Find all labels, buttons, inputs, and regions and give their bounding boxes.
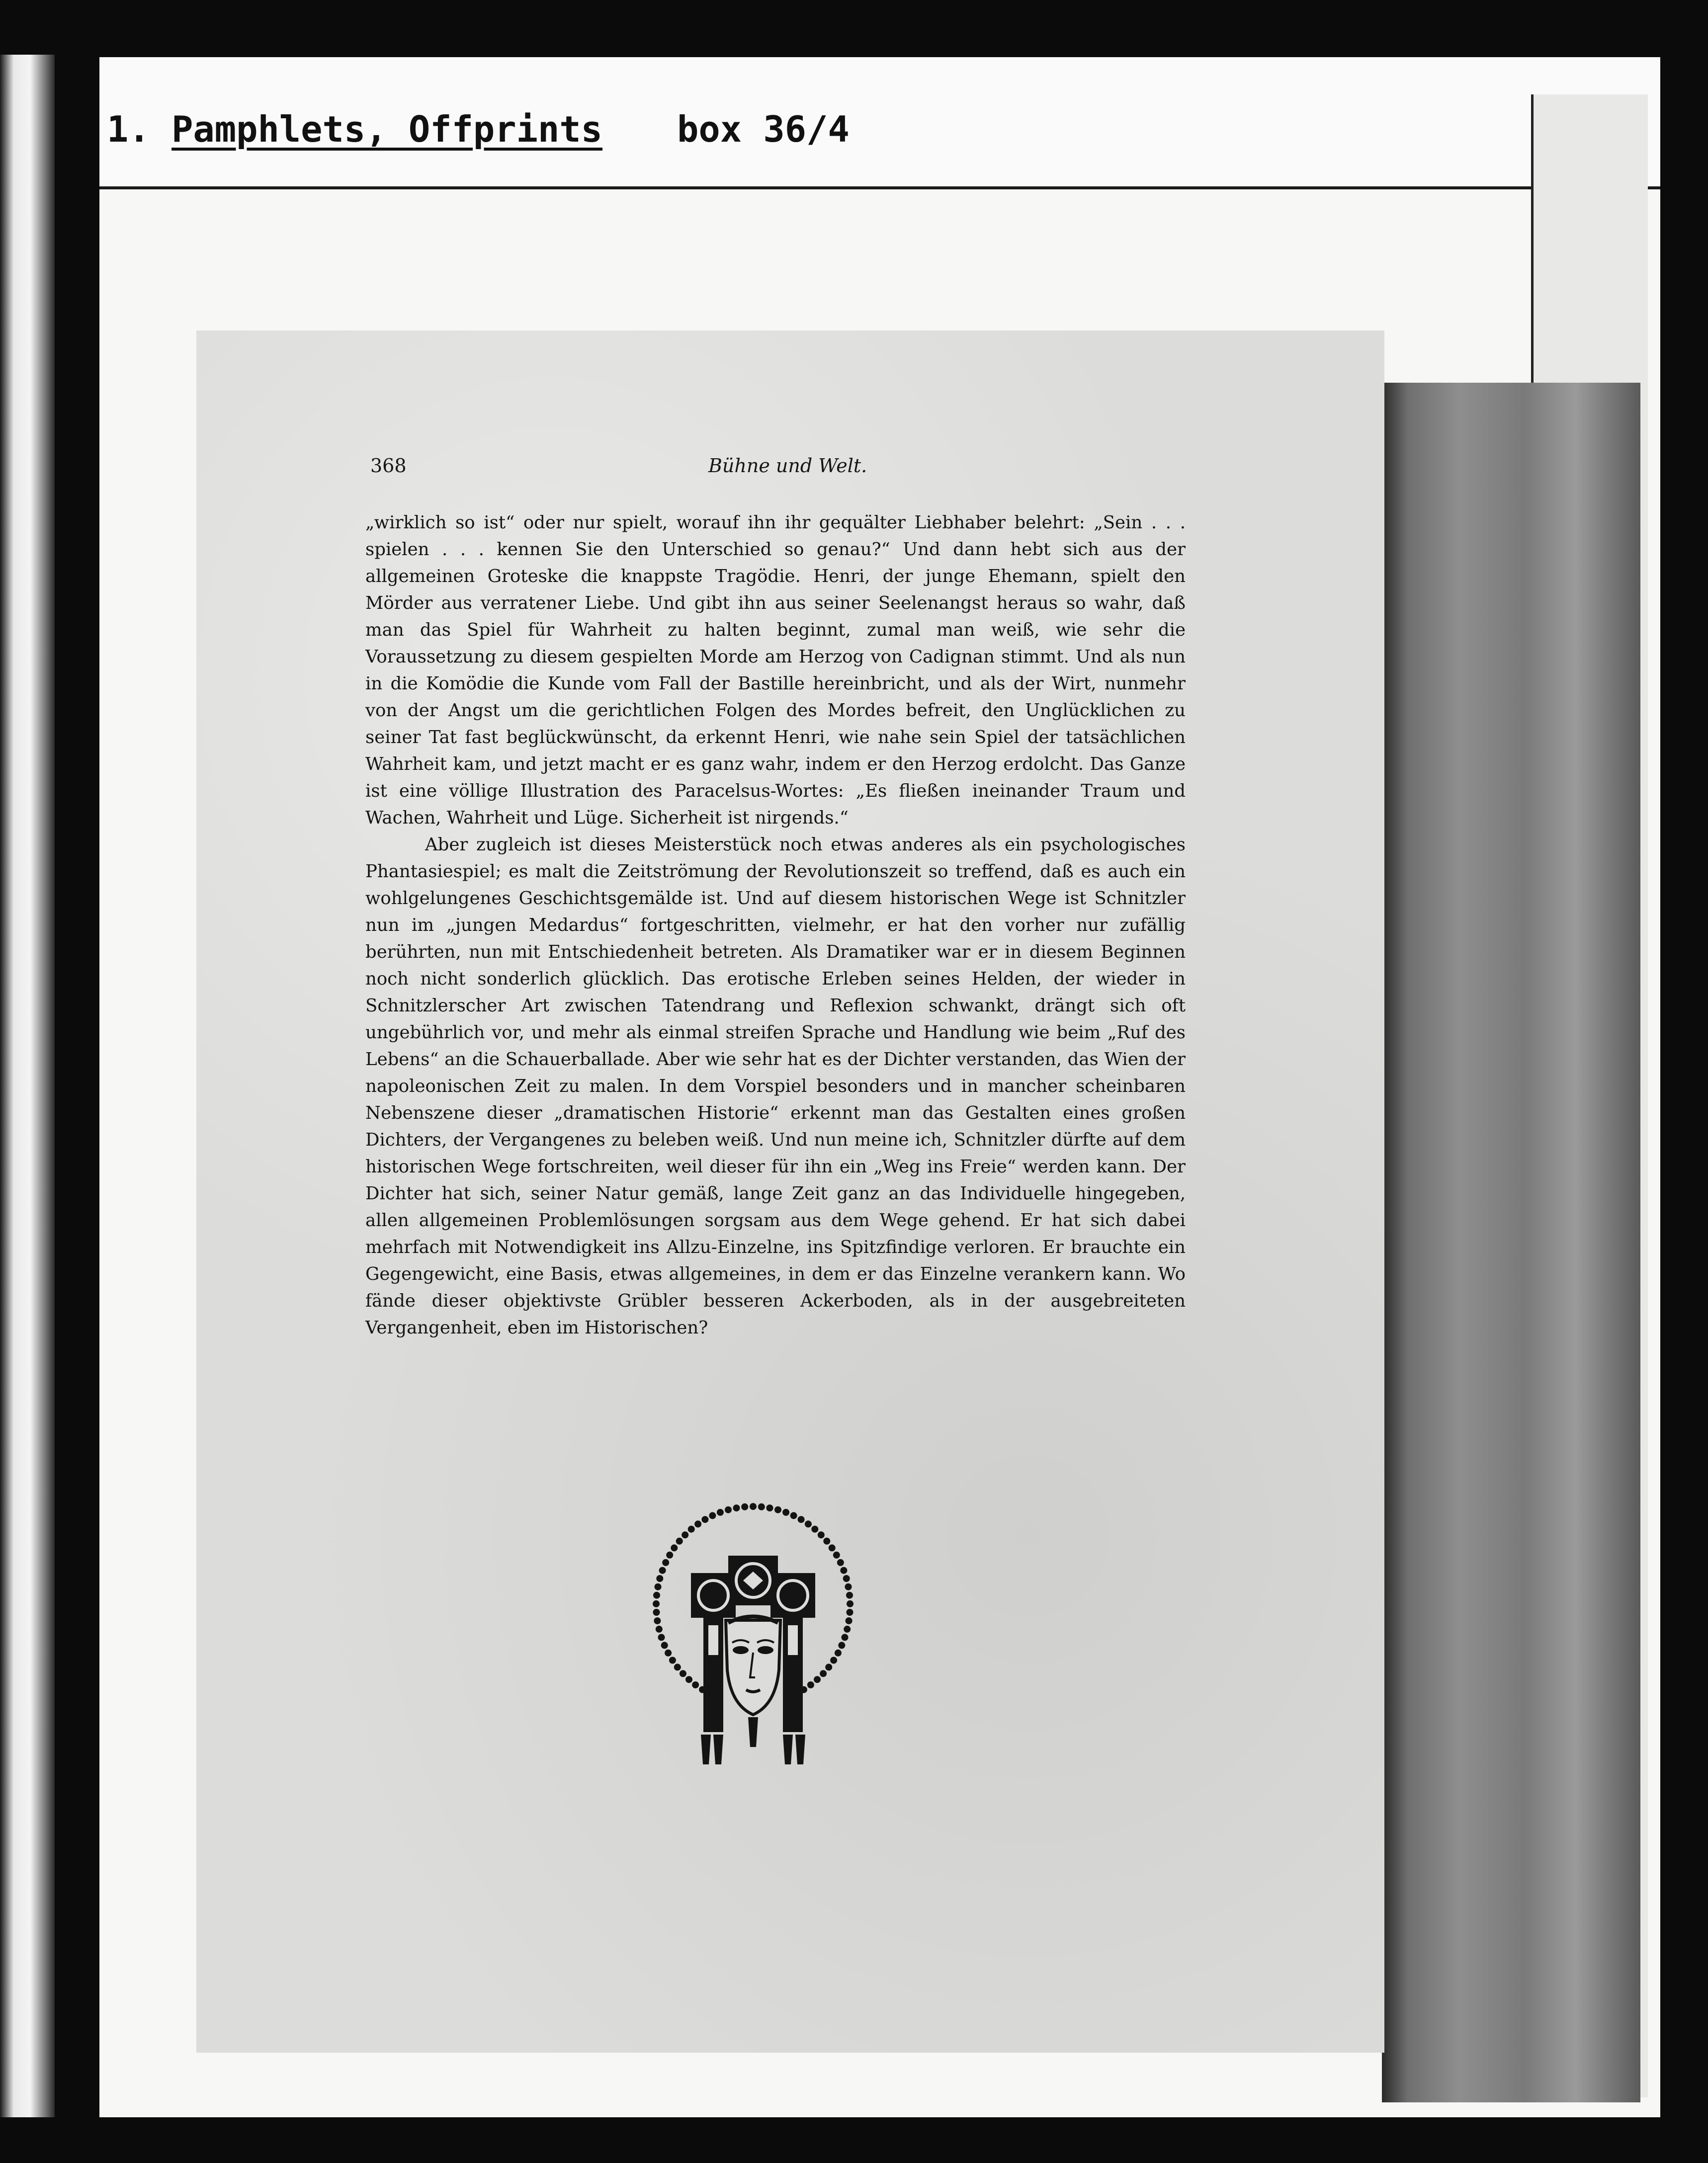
- halo-dot: [655, 1583, 662, 1590]
- halo-dot: [837, 1559, 844, 1566]
- halo-dot: [807, 1681, 814, 1688]
- page-number: 368: [370, 455, 407, 477]
- halo-dot: [692, 1681, 699, 1688]
- halo-dot: [798, 1516, 805, 1523]
- halo-dot: [659, 1567, 666, 1574]
- halo-dot: [694, 1520, 701, 1527]
- halo-dot: [814, 1676, 821, 1683]
- halo-dot: [842, 1634, 849, 1641]
- halo-dot: [661, 1642, 668, 1649]
- halo-dot: [656, 1626, 663, 1633]
- halo-dot: [701, 1516, 708, 1523]
- halo-dot: [750, 1503, 757, 1510]
- halo-dot: [676, 1538, 683, 1545]
- halo-dot: [656, 1575, 663, 1582]
- archive-index: 1.: [107, 108, 150, 150]
- halo-dot: [830, 1657, 837, 1664]
- halo-dot: [653, 1609, 660, 1616]
- halo-dot: [811, 1526, 818, 1533]
- halo-dot: [845, 1583, 852, 1590]
- halo-dot: [680, 1670, 686, 1677]
- article-body: [365, 509, 1186, 1341]
- halo-dot: [838, 1642, 845, 1649]
- halo-dot: [725, 1506, 732, 1513]
- halo-dot: [709, 1512, 716, 1519]
- halo-dot: [653, 1600, 660, 1607]
- halo-dot: [805, 1520, 812, 1527]
- halo-dot: [671, 1544, 678, 1551]
- halo-dot: [717, 1509, 724, 1516]
- journal-title: Bühne und Welt.: [708, 455, 867, 477]
- halo-dot: [847, 1600, 854, 1607]
- running-head: [370, 455, 1141, 485]
- halo-dot: [818, 1531, 825, 1538]
- halo-dot: [741, 1503, 748, 1510]
- adjacent-frame-edge: [0, 55, 55, 2117]
- halo-dot: [825, 1664, 832, 1670]
- halo-dot: [654, 1617, 661, 1624]
- halo-dot: [844, 1626, 851, 1633]
- halo-dot: [669, 1657, 676, 1664]
- halo-dot: [758, 1503, 765, 1510]
- halo-dot: [688, 1526, 695, 1533]
- halo-dot: [846, 1592, 853, 1599]
- halo-dot: [835, 1650, 842, 1657]
- mount-shadow-strip: [1382, 383, 1640, 2102]
- halo-dot: [733, 1504, 740, 1511]
- halo-dot: [820, 1670, 827, 1677]
- archive-label: [107, 108, 850, 168]
- halo-dot: [665, 1650, 672, 1657]
- halo-dot: [847, 1609, 854, 1616]
- halo-dot: [666, 1552, 673, 1559]
- halo-dot: [833, 1552, 840, 1559]
- halo-dot: [685, 1676, 692, 1683]
- halo-dot: [843, 1575, 850, 1582]
- halo-dot: [767, 1504, 773, 1511]
- halo-dot: [829, 1544, 836, 1551]
- art-nouveau-head-vignette-icon: [649, 1481, 857, 1779]
- halo-dot: [774, 1506, 781, 1513]
- halo-dot: [790, 1512, 797, 1519]
- archive-collection: Pamphlets, Offprints: [171, 108, 603, 150]
- halo-dot: [823, 1538, 830, 1545]
- halo-dot: [674, 1664, 681, 1670]
- halo-dot: [782, 1509, 789, 1516]
- paragraph: Aber zugleich ist dieses Meisterstück noch etwas anderes als ein psychologisches Phantasiespiel; es malt die Zeitströmung der Revolutionszeit so treffend, daß es auch ein wohlgelungenes Geschichtsgemälde ist. Und auf diesem historischen Wege ist Schnitzler nun im „jungen Medardus“ fortgeschritten, vielmehr, er hat den vorher nur zufällig berührten, nun mit Entschiedenheit betreten. Als Dramatiker war er in diesem Beginnen noch nicht sonderlich glücklich. Das erotische Erleben seines Helden, der wieder in Schnitzlerscher Art zwischen Tatendrang und Reflexion schwankt, drängt sich oft ungebührlich vor, und mehr als einmal streifen Sprache und Handlung wie beim „Ruf des Lebens“ an die Schauerballade. Aber wie sehr hat es der Dichter verstanden, das Wien der napoleonischen Zeit zu malen. In dem Vorspiel besonders und in mancher scheinbaren Nebenszene dieser „dramatischen Historie“ erkennt man das Gestalten eines großen Dichters, der Vergangenes zu beleben weiß. Und nun meine ich, Schnitzler dürfte auf dem historischen Wege fortschreiten, weil dieser für ihn ein „Weg ins Freie“ werden kann. Der Dichter hat sich, seiner Natur gemäß, lange Zeit ganz an das Individuelle hingegeben, allen allgemeinen Problemlösungen sorgsam aus dem Wege gehend. Er hat sich dabei mehrfach mit Notwendigkeit ins Allzu-Einzelne, ins Spitzfindige verloren. Er brauchte ein Gegengewicht, eine Basis, etwas allgemeines, in dem er das Einzelne verankern kann. Wo fände dieser objektivste Grübler besseren Ackerboden, als in der ausgebreiteten Vergangenheit, eben im Historischen?: [365, 834, 1186, 1338]
- halo-dot: [682, 1531, 688, 1538]
- archive-box: box 36/4: [677, 108, 850, 150]
- halo-dot: [846, 1617, 853, 1624]
- paragraph: „wirklich so ist“ oder nur spielt, worauf ihn ihr gequälter Liebhaber belehrt: „Sein . . . spielen . . . kennen Sie den Unterschied so genau?“ Und dann hebt sich aus der allgemeinen Groteske die knappste Tragödie. Henri, der junge Ehemann, spielt den Mörder aus verratener Liebe. Und gibt ihn aus seiner Seelenangst heraus so wahr, daß man das Spiel für Wahrheit zu halten beginnt, zumal man weiß, wie sehr die Voraussetzung zu diesem gespielten Morde am Herzog von Cadignan stimmt. Und als nun in die Komödie die Kunde vom Fall der Bastille hereinbricht, und als der Wirt, nunmehr von der Angst um die gerichtlichen Folgen des Mordes befreit, den Unglücklichen zu seiner Tat fast beglückwünscht, da erkennt Henri, wie nahe sein Spiel der tatsächlichen Wahrheit kam, und jetzt macht er es ganz wahr, indem er den Herzog erdolcht. Das Ganze ist eine völlige Illustration des Paracelsus-Wortes: „Es fließen ineinander Traum und Wachen, Wahrheit und Lüge. Sicherheit ist nirgends.“: [365, 512, 1186, 828]
- halo-dot: [840, 1567, 847, 1574]
- halo-dot: [662, 1559, 669, 1566]
- halo-dot: [658, 1634, 665, 1641]
- halo-dot: [653, 1592, 660, 1599]
